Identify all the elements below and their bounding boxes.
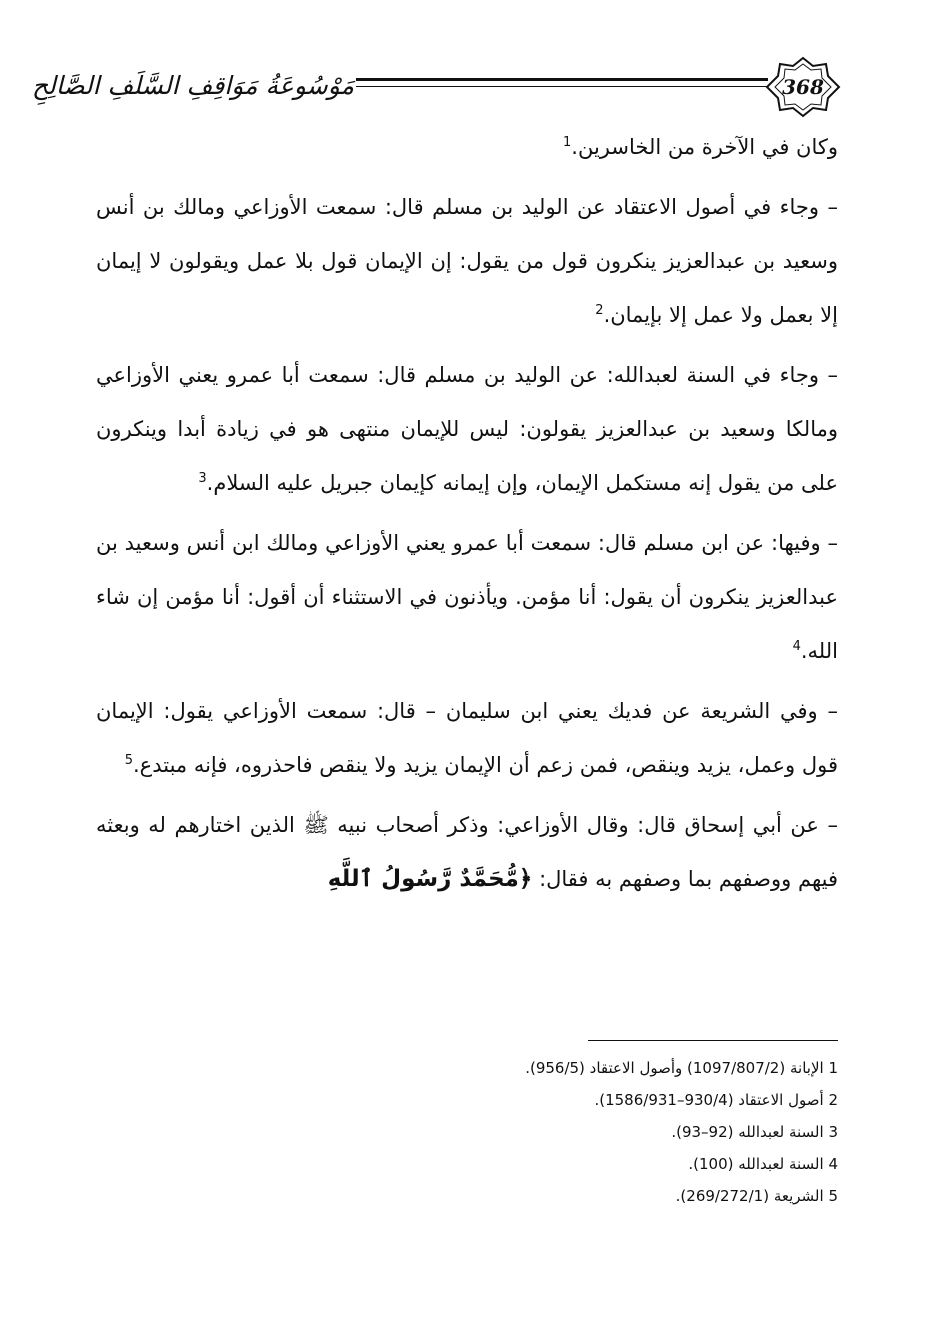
header-rule [356,78,768,92]
paragraph: – وفيها: عن ابن مسلم قال: سمعت أبا عمرو يعني الأوزاعي ومالك ابن أنس وسعيد بن عبدالعزيز ينكرون أن يقول: أنا مؤمن. ويأذنون في الاستثناء أن أقول: أنا مؤمن إن شاء الله.$^4$ [96,531,838,663]
footnote-marker: 1 [563,135,572,150]
quran-quote: ﴿مُّحَمَّدٌ رَّسُولُ ٱللَّهِ [327,866,533,892]
paragraph: – عن أبي إسحاق قال: وقال الأوزاعي: وذكر أصحاب نبيه ﷺ الذين اختارهم له وبعثه فيهم ووصفهم بما وصفهم به فقال: ﴿مُّحَمَّدٌ رَّسُولُ ٱللَّهِ [96,813,838,892]
body-text [96,120,838,912]
paragraph: – وفي الشريعة عن فديك يعني ابن سليمان – قال: سمعت الأوزاعي يقول: الإيمان قول وعمل، يزيد وينقص، فمن زعم أن الإيمان يزيد ولا ينقص فاحذروه، فإنه مبتدع.$^5$ [96,699,838,777]
footnote-marker: 2 [595,303,604,318]
footnote: 3 السنة لعبدالله (92–93). [671,1123,838,1141]
footnote: 1 الإبانة (1097/807/2) وأصول الاعتقاد (956/5). [525,1059,838,1077]
page-header [31,56,842,116]
page-number-badge [764,56,842,118]
paragraph: – وجاء في أصول الاعتقاد عن الوليد بن مسلم قال: سمعت الأوزاعي ومالك بن أنس وسعيد بن عبدالعزيز ينكرون قول من يقول: إن الإيمان قول بلا عمل ويقولون لا إيمان إلا بعمل ولا عمل إلا بإيمان.$^2$ [96,195,838,327]
footnote: 5 الشريعة (269/272/1). [675,1187,838,1205]
page-number: 368 [782,75,824,99]
footnote-marker: 4 [792,639,801,654]
footnote-marker: 5 [124,753,133,768]
footnote-separator [588,1040,838,1041]
book-title: مَوْسُوعَةُ مَوَاقِفِ السَّلَفِ الصَّالِحِ [31,71,354,100]
footnote-marker: 3 [198,471,207,486]
paragraph: وكان في الآخرة من الخاسرين.$^1$ [563,135,838,159]
footnotes [400,1052,838,1212]
footnote: 2 أصول الاعتقاد (930/4–1586/931). [594,1091,838,1109]
footnote: 4 السنة لعبدالله (100). [688,1155,838,1173]
paragraph: – وجاء في السنة لعبدالله: عن الوليد بن مسلم قال: سمعت أبا عمرو يعني الأوزاعي ومالكا وسعيد بن عبدالعزيز يقولون: ليس للإيمان منتهى هو في زيادة أبدا وينكرون على من يقول إنه مستكمل الإيمان، وإن إيمانه كإيمان جبريل عليه السلام.$^3$ [96,363,838,495]
